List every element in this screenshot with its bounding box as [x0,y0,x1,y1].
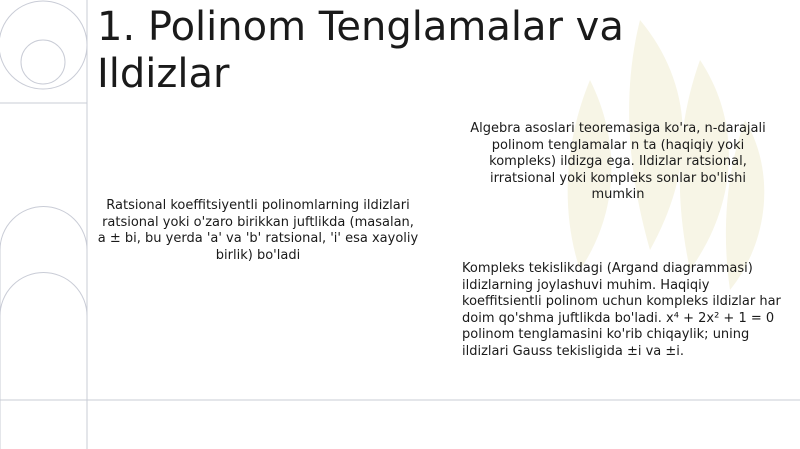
paragraph-fundamental-theorem: Algebra asoslari teoremasiga ko'ra, n-darajali polinom tenglamalar n ta (haqiqiy yoki kompleks) ildizga ega. Ildizlar ratsional, irratsional yoki kompleks sonlar bo'lishi mumkin [470,121,766,202]
slide-title: 1. Polinom Tenglamalar va Ildizlar [97,4,624,97]
paragraph-complex-plane: Kompleks tekislikdagi (Argand diagrammasi) ildizlarning joylashuvi muhim. Haqiqiy koeffitsientli polinom uchun kompleks ildizlar har doim qo'shma juftlikda bo'ladi. x⁴ + 2x² + 1 = 0 polinom tenglamasini ko'rib chiqaylik; uning ildizlari Gauss tekisligida ±i va ±i. [462,261,781,359]
paragraph-rational-roots: Ratsional koeffitsiyentli polinomlarning ildizlari ratsional yoki o'zaro birikkan juftlikda (masalan, a ± bi, bu yerda 'a' va 'b' ratsional, 'i' esa xayoliy birlik) bo'ladi [97,198,419,263]
